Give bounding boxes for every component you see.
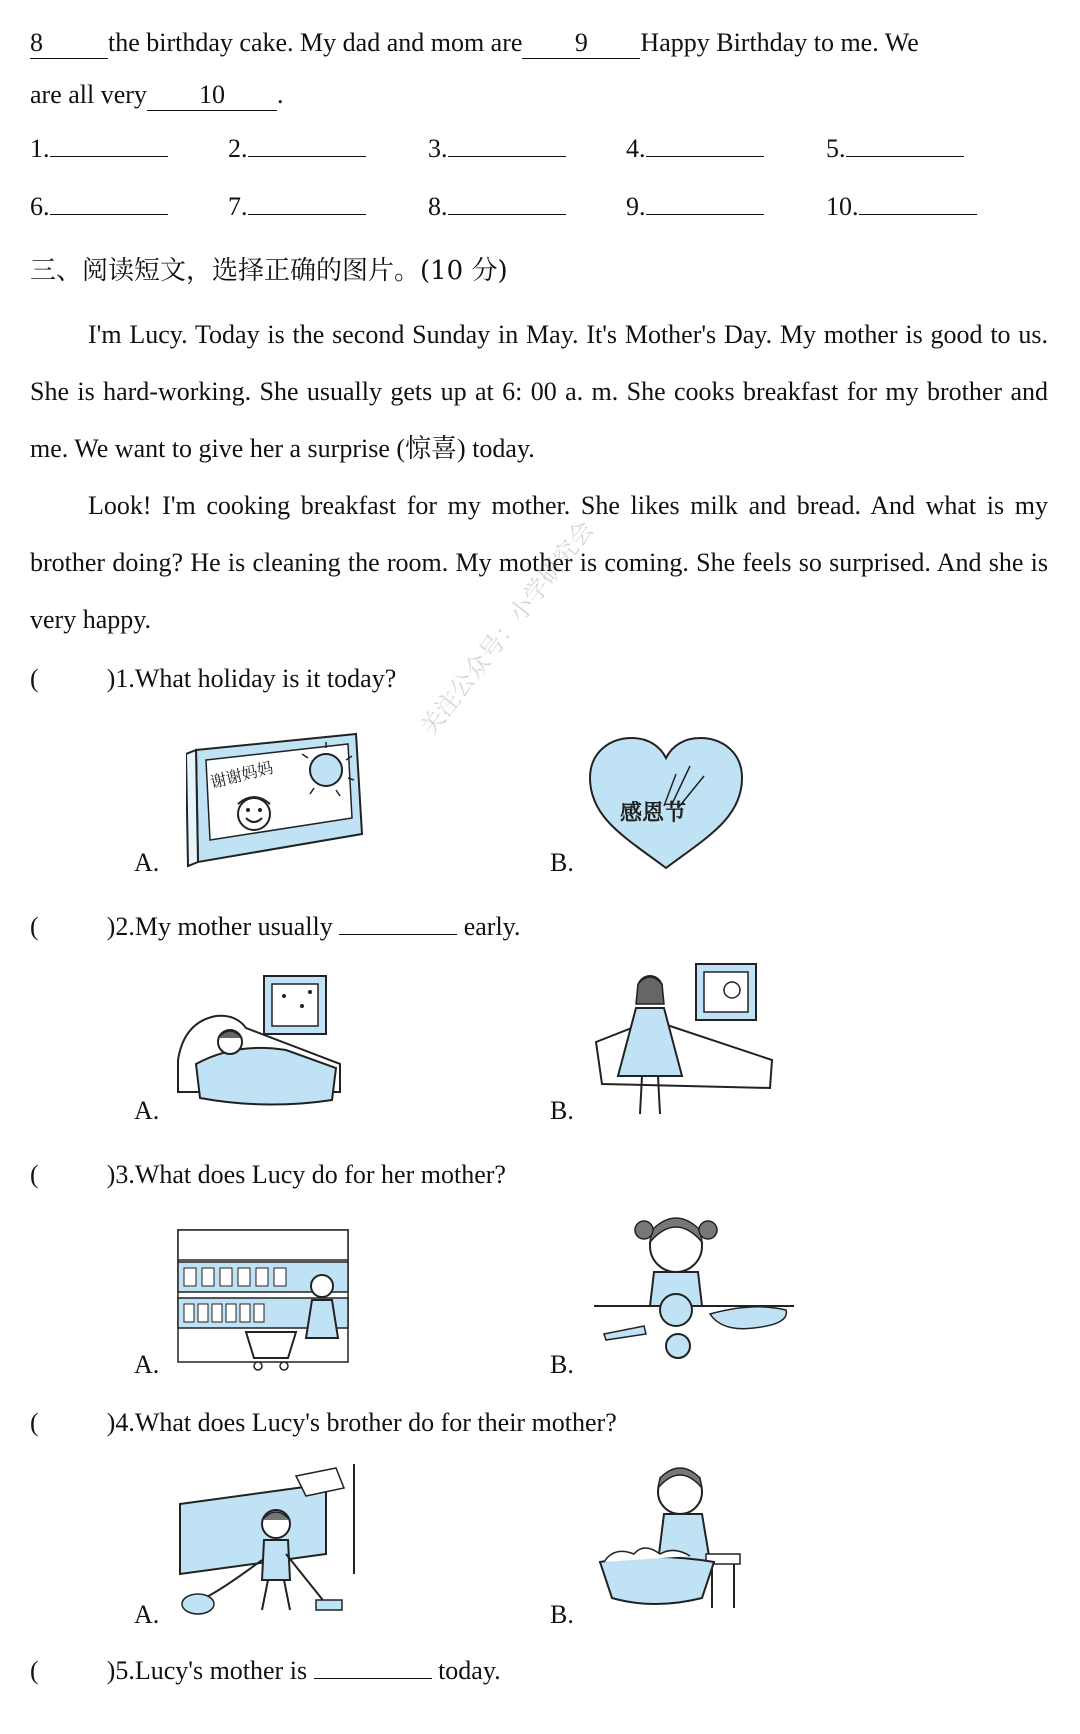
answer-label: 3. — [428, 134, 448, 163]
question-text: Lucy's mother is — [134, 1656, 308, 1685]
thanksgiving-heart-icon[interactable] — [586, 734, 746, 874]
answer-label: 4. — [626, 134, 646, 163]
blank-8[interactable]: 8 — [30, 30, 108, 59]
question-number: )3. — [106, 1160, 135, 1189]
question-2 — [30, 912, 521, 942]
question-text: What holiday is it today? — [134, 664, 397, 693]
shopping-cart-icon[interactable] — [176, 1228, 352, 1372]
blank-10[interactable]: 10 — [147, 82, 277, 111]
answer-label: 7. — [228, 192, 248, 221]
answer-1[interactable] — [30, 134, 168, 164]
option-b-label[interactable]: B. — [550, 1600, 574, 1629]
answer-8[interactable] — [428, 192, 566, 222]
option-a-label[interactable]: A. — [134, 1096, 160, 1125]
question-1 — [30, 664, 396, 694]
answer-blank[interactable] — [646, 154, 764, 157]
cloze-text: the birthday cake. My dad and mom are — [108, 28, 523, 57]
answer-label: 8. — [428, 192, 448, 221]
question-number: )4. — [106, 1408, 135, 1437]
watermark: 关注公众号：小学研究会 — [414, 515, 600, 741]
mothers-day-card-icon[interactable] — [186, 730, 366, 870]
answer-2[interactable] — [228, 134, 366, 164]
answer-5[interactable] — [826, 134, 964, 164]
answer-blank[interactable] — [859, 212, 977, 215]
question-5 — [30, 1656, 501, 1686]
woman-getting-up-icon[interactable] — [592, 960, 776, 1120]
answer-paren-open[interactable]: ( — [30, 1408, 39, 1437]
option-b-label[interactable]: B. — [550, 848, 574, 877]
boy-washing-clothes-icon[interactable] — [594, 1462, 750, 1622]
question-number: )5. — [106, 1656, 135, 1685]
answer-6[interactable] — [30, 192, 168, 222]
answer-10[interactable] — [826, 192, 977, 222]
answer-label: 5. — [826, 134, 846, 163]
answer-9[interactable] — [626, 192, 764, 222]
option-b-label[interactable]: B. — [550, 1096, 574, 1125]
answer-blank[interactable] — [50, 154, 168, 157]
section-heading: 三、阅读短文，选择正确的图片。(10 分) — [30, 256, 508, 286]
answer-paren-open[interactable]: ( — [30, 1160, 39, 1189]
answer-label: 9. — [626, 192, 646, 221]
question-text: What does Lucy do for her mother? — [134, 1160, 506, 1189]
answer-paren-open[interactable]: ( — [30, 912, 39, 941]
cloze-line-2 — [30, 80, 283, 111]
cloze-text: . — [276, 80, 284, 109]
question-text: What does Lucy's brother do for their mother? — [134, 1408, 617, 1437]
answer-label: 6. — [30, 192, 50, 221]
answer-label: 1. — [30, 134, 50, 163]
answer-blank[interactable] — [50, 212, 168, 215]
answer-label: 2. — [228, 134, 248, 163]
answer-paren-open[interactable]: ( — [30, 664, 39, 693]
answer-4[interactable] — [626, 134, 764, 164]
question-blank[interactable] — [339, 932, 457, 935]
answer-label: 10. — [826, 192, 859, 221]
question-number: )2. — [106, 912, 135, 941]
question-blank[interactable] — [314, 1676, 432, 1679]
heart-text: 感恩节 — [620, 801, 687, 826]
boy-vacuuming-icon[interactable] — [176, 1464, 360, 1624]
question-4 — [30, 1408, 617, 1438]
question-3 — [30, 1160, 506, 1190]
answer-paren-open[interactable]: ( — [30, 1656, 39, 1685]
girl-cooking-icon[interactable] — [594, 1206, 794, 1378]
blank-9[interactable]: 9 — [522, 30, 640, 59]
answer-blank[interactable] — [646, 212, 764, 215]
cloze-text: Happy Birthday to me. We — [640, 28, 919, 57]
answer-blank[interactable] — [846, 154, 964, 157]
option-a-label[interactable]: A. — [134, 1350, 160, 1379]
option-b-label[interactable]: B. — [550, 1350, 574, 1379]
passage-paragraph-2: Look! I'm cooking breakfast for my mother. She likes milk and bread. And what is my brother doing? He is cleaning the room. My mother is coming. She feels so surprised. And she is very happy. — [30, 491, 1048, 634]
card-text: 谢谢妈妈 — [208, 757, 276, 792]
cloze-line-1 — [30, 28, 919, 59]
question-text: My mother usually — [134, 912, 333, 941]
answer-7[interactable] — [228, 192, 366, 222]
answer-blank[interactable] — [448, 154, 566, 157]
answer-blank[interactable] — [248, 154, 366, 157]
answer-blank[interactable] — [448, 212, 566, 215]
question-text: early. — [463, 912, 521, 941]
question-text: today. — [438, 1656, 501, 1685]
option-a-label[interactable]: A. — [134, 1600, 160, 1629]
passage-paragraph-1: I'm Lucy. Today is the second Sunday in May. It's Mother's Day. My mother is good to us. She is hard‑working. She usually gets up at 6: 00 a. m. She cooks breakfast for my brother and me. We want to give her a surprise (惊喜) today. — [30, 320, 1048, 463]
option-a-label[interactable]: A. — [134, 848, 160, 877]
question-number: )1. — [106, 664, 135, 693]
cloze-text: are all very — [30, 80, 147, 109]
woman-sleeping-icon[interactable] — [176, 972, 348, 1116]
answer-3[interactable] — [428, 134, 566, 164]
answer-blank[interactable] — [248, 212, 366, 215]
